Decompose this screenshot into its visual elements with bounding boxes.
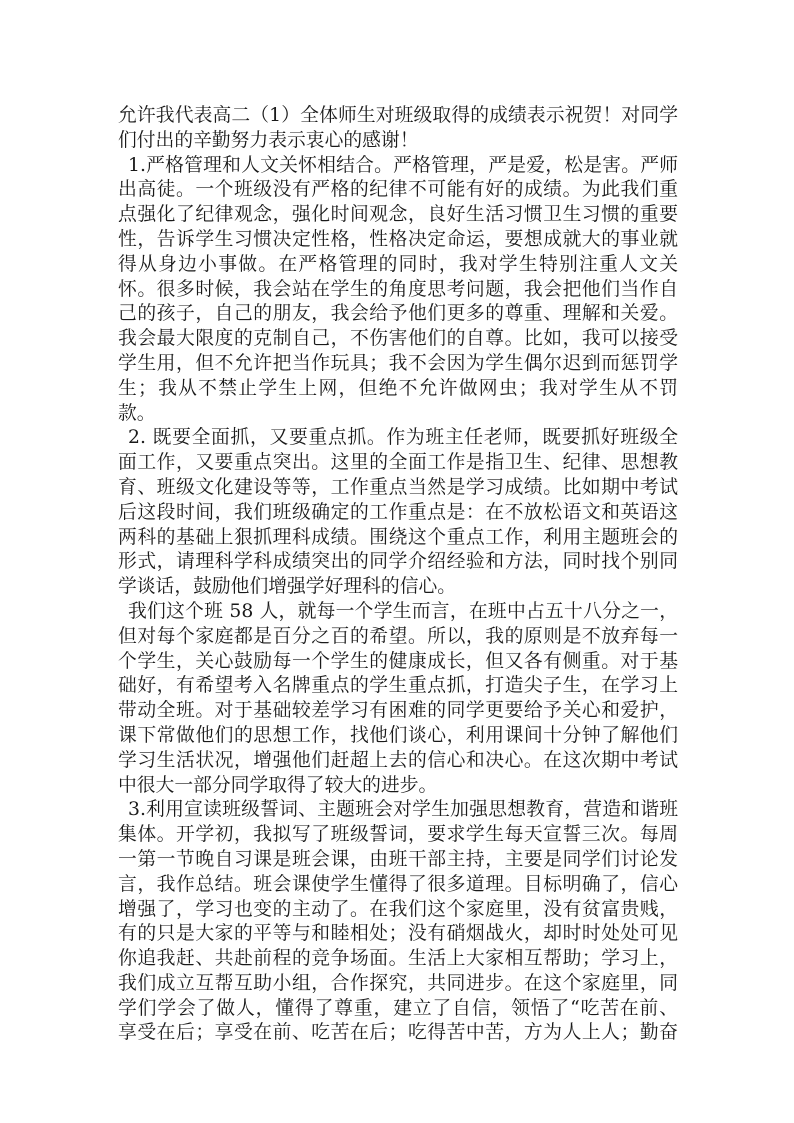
text-line: 增强了，学习也变的主动了。在我们这个家庭里，没有贫富贵贱， [118, 898, 678, 920]
text-line: 我会最大限度的克制自己，不伤害他们的自尊。比如，我可以接受 [118, 328, 678, 350]
text-line: 1.严格管理和人文关怀相结合。严格管理，严是爱，松是害。严师 [128, 154, 678, 176]
text-line: 一第一节晚自习课是班会课，由班干部主持，主要是同学们讨论发 [118, 848, 678, 870]
text-line: 怀。很多时候，我会站在学生的角度思考问题，我会把他们当作自 [118, 278, 678, 300]
text-line: 育、班级文化建设等等，工作重点当然是学习成绩。比如期中考试 [118, 476, 678, 498]
text-line: 出高徒。一个班级没有严格的纪律不可能有好的成绩。为此我们重 [118, 179, 678, 201]
text-line: 2. 既要全面抓，又要重点抓。作为班主任老师，既要抓好班级全 [128, 427, 678, 449]
text-line: 己的孩子，自己的朋友，我会给予他们更多的尊重、理解和关爱。 [118, 303, 678, 325]
text-line: 性，告诉学生习惯决定性格，性格决定命运，要想成就大的事业就 [118, 228, 678, 250]
text-line: 得从身边小事做。在严格管理的同时，我对学生特别注重人文关 [118, 253, 678, 275]
text-line: 款。 [118, 402, 156, 424]
text-line: 但对每个家庭都是百分之百的希望。所以，我的原则是不放弃每一 [118, 625, 678, 647]
text-line: 你追我赶、共赴前程的竞争场面。生活上大家相互帮助；学习上， [118, 948, 678, 970]
text-line: 们付出的辛勤努力表示衷心的感谢！ [118, 129, 419, 151]
text-line: 个学生，关心鼓励每一个学生的健康成长，但又各有侧重。对于基 [118, 650, 678, 672]
text-line: 带动全班。对于基础较差学习有困难的同学更要给予关心和爱护， [118, 700, 678, 722]
text-line: 学们学会了做人，懂得了尊重，建立了自信，领悟了“吃苦在前、 [118, 997, 678, 1019]
text-line: 有的只是大家的平等与和睦相处；没有硝烟战火，却时时处处可见 [118, 923, 678, 945]
text-line: 础好，有希望考入名牌重点的学生重点抓，打造尖子生，在学习上 [118, 675, 678, 697]
text-line: 面工作，又要重点突出。这里的全面工作是指卫生、纪律、思想教 [118, 452, 678, 474]
text-line: 生；我从不禁止学生上网，但绝不允许做网虫；我对学生从不罚 [118, 377, 678, 399]
text-line: 学谈话，鼓励他们增强学好理科的信心。 [118, 576, 457, 598]
text-line: 我们这个班 58 人，就每一个学生而言，在班中占五十八分之一， [128, 600, 678, 622]
text-line: 两科的基础上狠抓理科成绩。围绕这个重点工作，利用主题班会的 [118, 526, 678, 548]
text-line: 课下常做他们的思想工作，找他们谈心，利用课间十分钟了解他们 [118, 724, 678, 746]
text-line: 我们成立互帮互助小组，合作探究，共同进步。在这个家庭里，同 [118, 972, 678, 994]
text-line: 享受在后；享受在前、吃苦在后；吃得苦中苦，方为人上人；勤奋 [118, 1022, 678, 1044]
text-line: 后这段时间，我们班级确定的工作重点是：在不放松语文和英语这 [118, 501, 678, 523]
text-line: 3.利用宣读班级誓词、主题班会对学生加强思想教育，营造和谐班 [128, 799, 678, 821]
text-line: 学生用，但不允许把当作玩具；我不会因为学生偶尔迟到而惩罚学 [118, 352, 678, 374]
text-line: 点强化了纪律观念，强化时间观念，良好生活习惯卫生习惯的重要 [118, 204, 678, 226]
text-line: 中很大一部分同学取得了较大的进步。 [118, 774, 438, 796]
document-body [118, 104, 678, 1046]
text-line: 集体。开学初，我拟写了班级誓词，要求学生每天宣誓三次。每周 [118, 824, 678, 846]
text-line: 形式，请理科学科成绩突出的同学介绍经验和方法，同时找个别同 [118, 551, 678, 573]
text-line: 学习生活状况，增强他们赶超上去的信心和决心。在这次期中考试 [118, 749, 678, 771]
text-line: 允许我代表高二（1）全体师生对班级取得的成绩表示祝贺！对同学 [118, 105, 678, 126]
text-line: 言，我作总结。班会课使学生懂得了很多道理。目标明确了，信心 [118, 873, 678, 895]
